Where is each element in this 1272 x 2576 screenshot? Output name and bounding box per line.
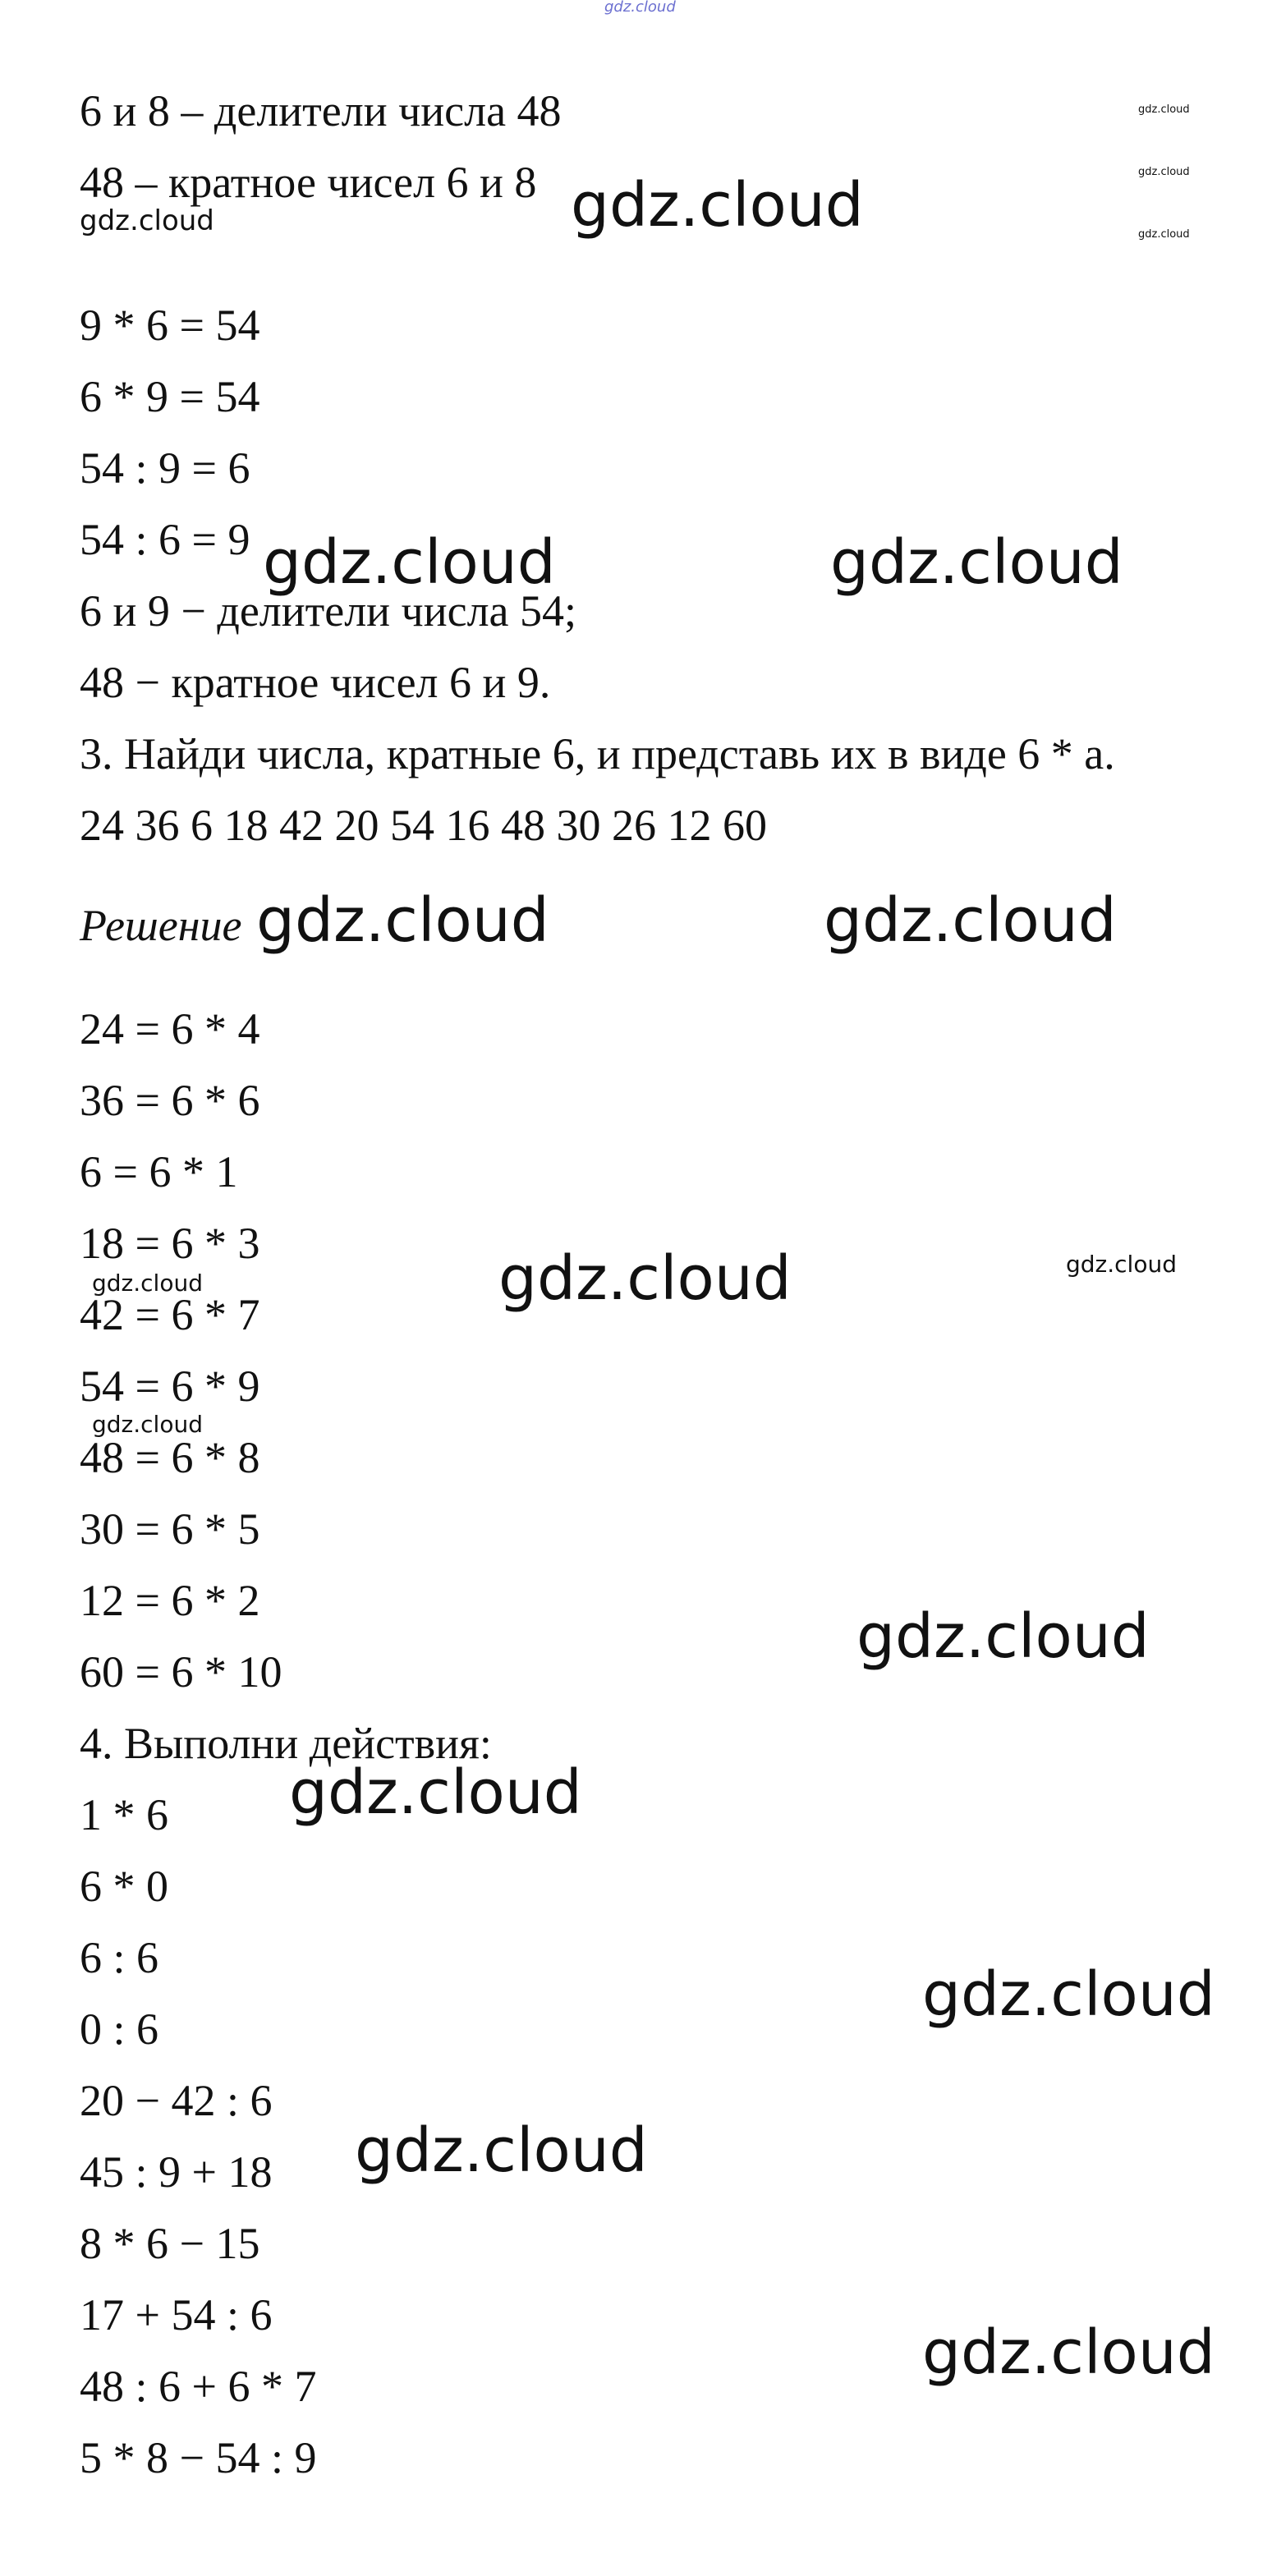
top-watermark: gdz.cloud	[604, 0, 676, 16]
watermark: gdz.cloud	[922, 2317, 1215, 2388]
text-line-multiple-48: 48 – кратное чисел 6 и 8	[80, 158, 537, 207]
solution-line: 48 = 6 * 8	[80, 1433, 260, 1482]
task-4-expression: 8 * 6 − 15	[80, 2219, 260, 2268]
task-4-expression: 48 : 6 + 6 * 7	[80, 2362, 317, 2411]
watermark: gdz.cloud	[824, 885, 1117, 956]
task-3-heading: 3. Найди числа, кратные 6, и представь их в виде 6 * а.	[80, 729, 1115, 778]
solution-label: Решение	[80, 901, 242, 950]
solution-line: 42 = 6 * 7	[80, 1290, 260, 1339]
text-line-divisors-48: 6 и 8 – делители числа 48	[80, 86, 562, 135]
watermark: gdz.cloud	[289, 1757, 582, 1828]
task-4-expression: 17 + 54 : 6	[80, 2290, 273, 2340]
watermark: gdz.cloud	[498, 1243, 792, 1314]
watermark: gdz.cloud	[1066, 1251, 1177, 1278]
watermark: gdz.cloud	[1138, 166, 1190, 178]
watermark: gdz.cloud	[571, 170, 864, 241]
watermark: gdz.cloud	[80, 204, 214, 237]
watermark: gdz.cloud	[922, 1959, 1215, 2030]
solution-line: 12 = 6 * 2	[80, 1576, 260, 1625]
solution-line: 60 = 6 * 10	[80, 1647, 282, 1697]
text-line-eq-54div6: 54 : 6 = 9	[80, 515, 250, 564]
solution-line: 18 = 6 * 3	[80, 1219, 260, 1268]
text-line-divisors-54: 6 и 9 − делители числа 54;	[80, 586, 576, 636]
watermark: gdz.cloud	[830, 527, 1123, 598]
watermark: gdz.cloud	[1138, 228, 1190, 241]
text-line-eq-6x9: 6 * 9 = 54	[80, 372, 260, 421]
task-4-expression: 20 − 42 : 6	[80, 2076, 273, 2125]
solution-line: 54 = 6 * 9	[80, 1361, 260, 1411]
task-4-expression: 0 : 6	[80, 2004, 159, 2054]
task-4-expression: 6 : 6	[80, 1933, 159, 1982]
text-line-multiple-6-9: 48 − кратное чисел 6 и 9.	[80, 658, 551, 707]
watermark: gdz.cloud	[256, 885, 549, 956]
watermark: gdz.cloud	[856, 1601, 1150, 1672]
text-line-eq-9x6: 9 * 6 = 54	[80, 301, 260, 350]
watermark: gdz.cloud	[92, 1270, 203, 1297]
watermark: gdz.cloud	[92, 1411, 203, 1438]
watermark: gdz.cloud	[355, 2115, 648, 2186]
task-4-expression: 45 : 9 + 18	[80, 2147, 273, 2197]
solution-line: 24 = 6 * 4	[80, 1004, 260, 1054]
text-line-eq-54div9: 54 : 9 = 6	[80, 443, 250, 493]
watermark: gdz.cloud	[1138, 103, 1190, 116]
solution-line: 6 = 6 * 1	[80, 1147, 238, 1196]
solution-line: 30 = 6 * 5	[80, 1504, 260, 1554]
task-3-numbers: 24 36 6 18 42 20 54 16 48 30 26 12 60	[80, 801, 767, 850]
task-4-heading: 4. Выполни действия:	[80, 1719, 492, 1768]
task-4-expression: 5 * 8 − 54 : 9	[80, 2433, 317, 2482]
task-4-expression: 6 * 0	[80, 1862, 168, 1911]
solution-line: 36 = 6 * 6	[80, 1076, 260, 1125]
task-4-expression: 1 * 6	[80, 1790, 168, 1839]
watermark: gdz.cloud	[263, 527, 556, 598]
